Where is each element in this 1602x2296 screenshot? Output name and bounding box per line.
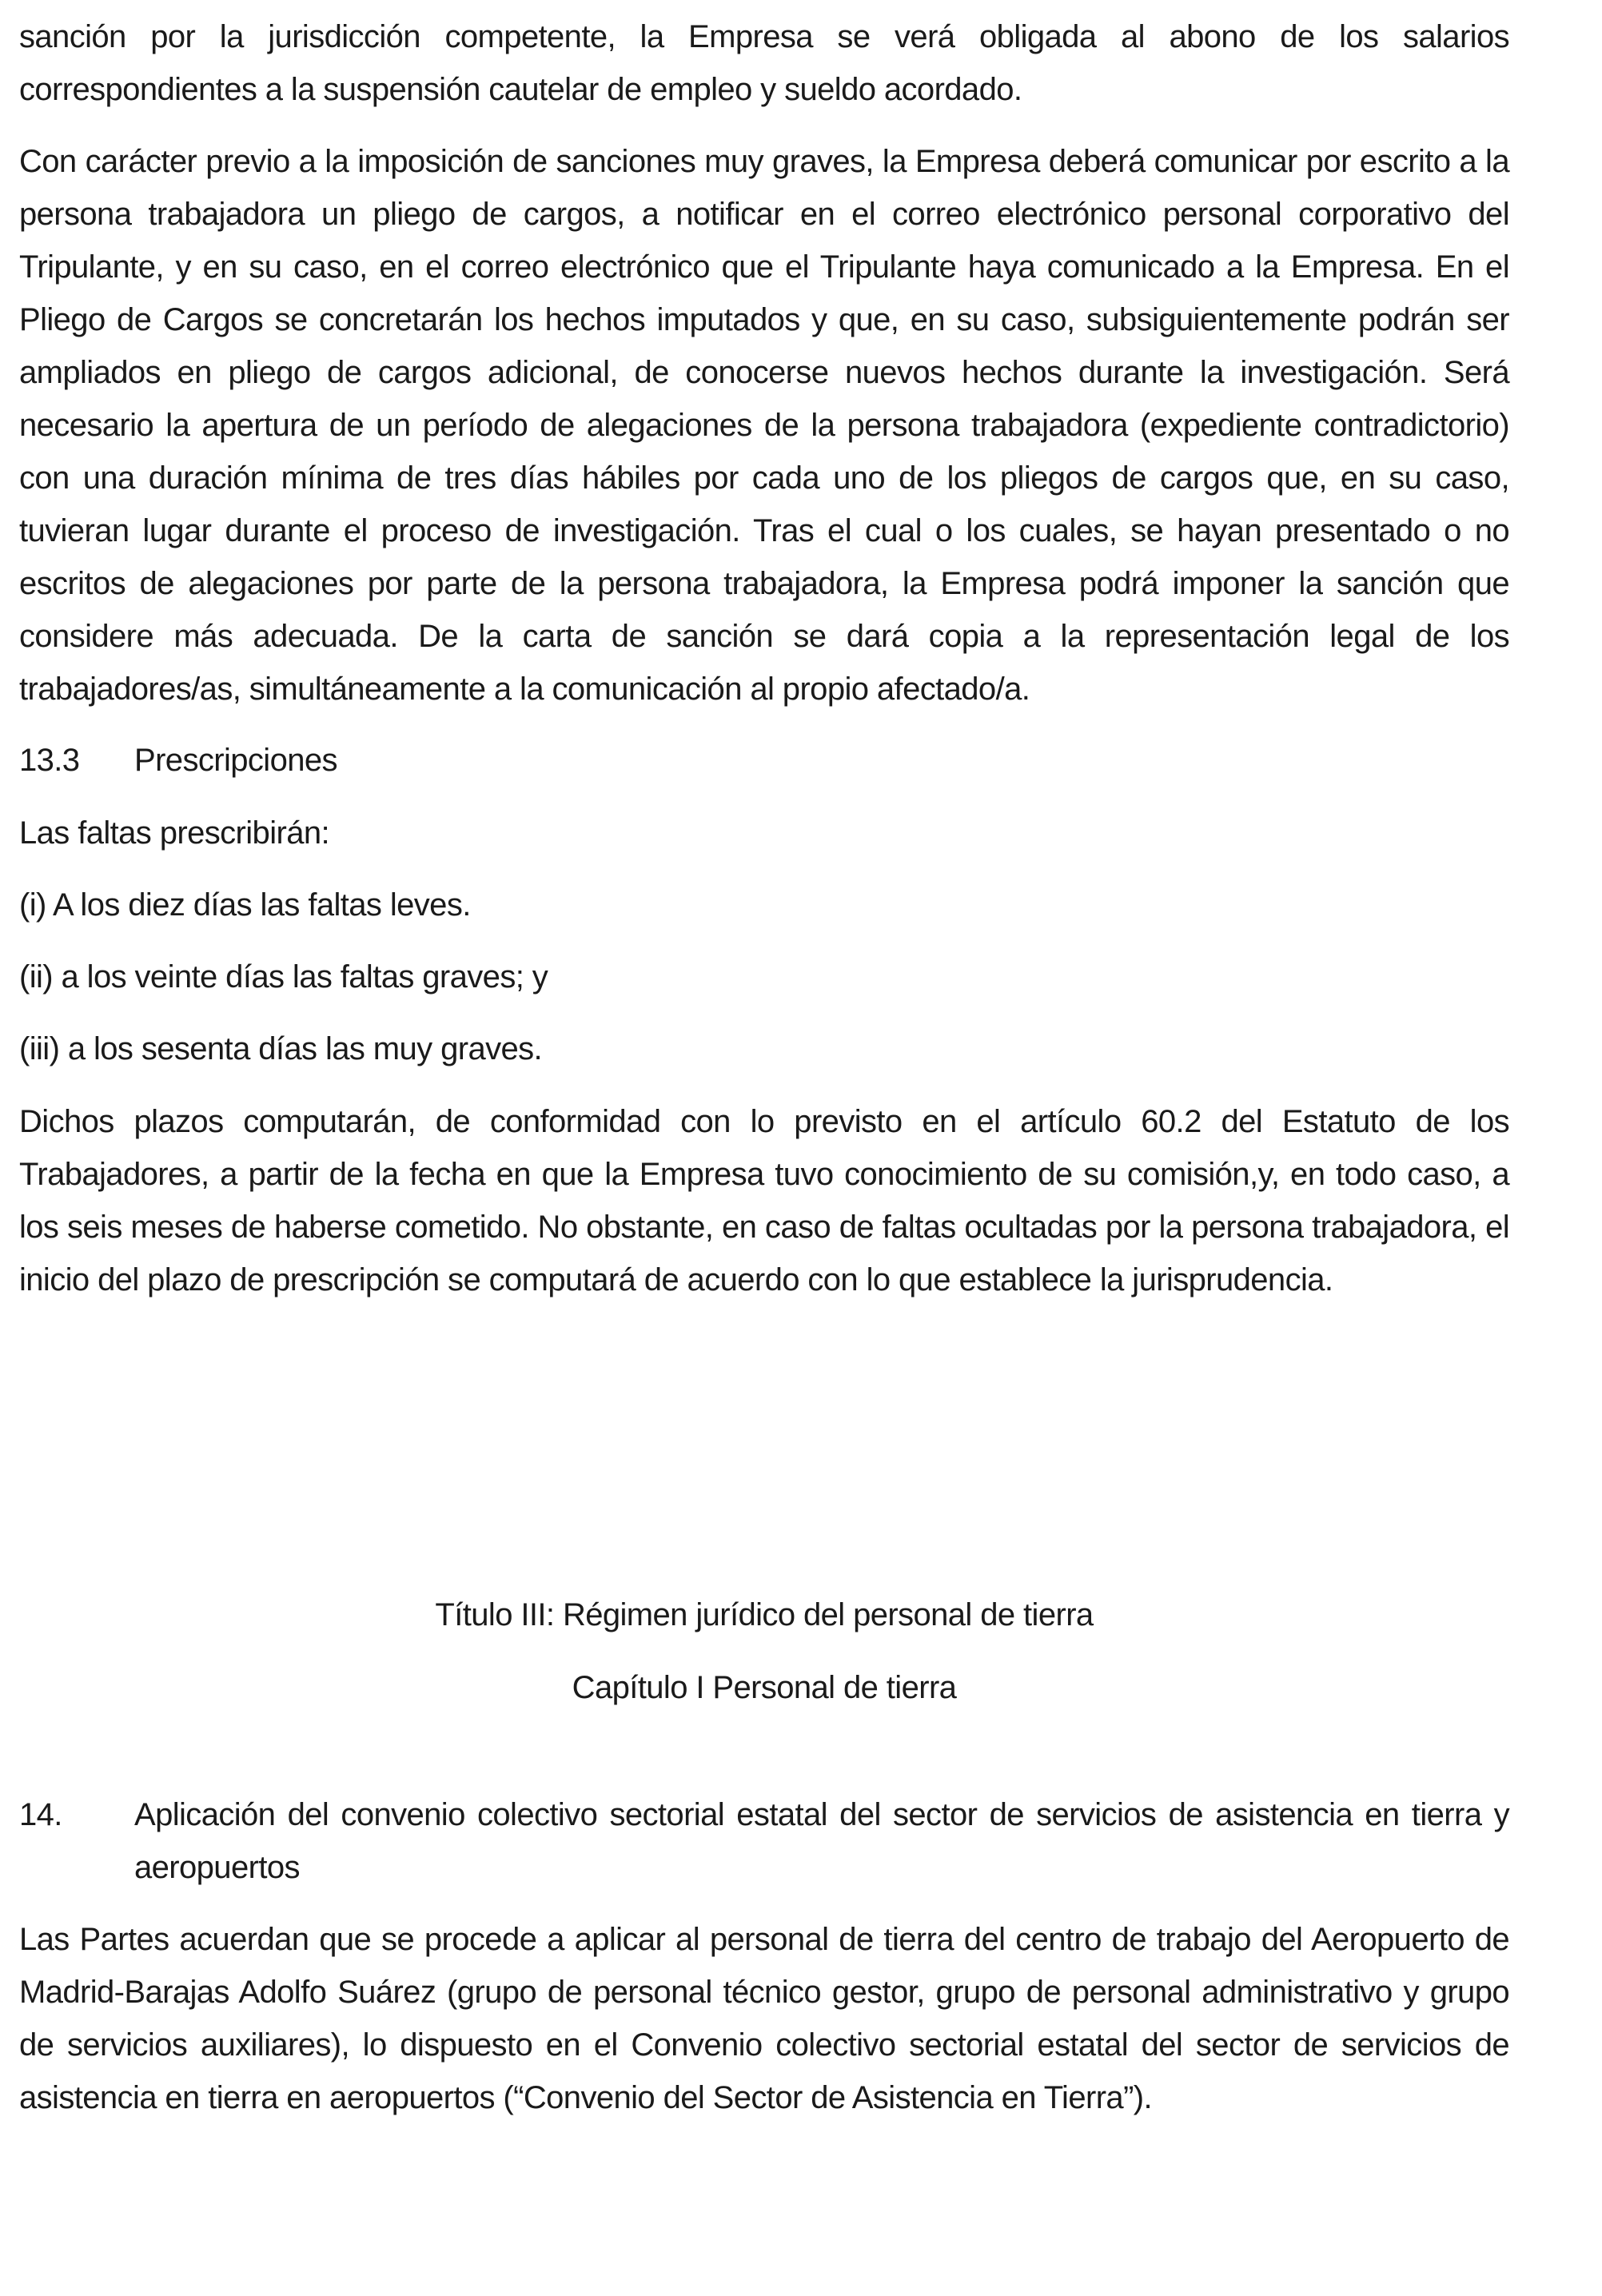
capitulo-i-heading: Capítulo I Personal de tierra — [572, 1670, 957, 1705]
list-item-faltas-muy-graves: (iii) a los sesenta días las muy graves. — [19, 1031, 543, 1066]
titulo-iii-heading: Título III: Régimen jurídico del personal de tierra — [435, 1597, 1094, 1632]
list-item-faltas-leves: (i) A los diez días las faltas leves. — [19, 887, 471, 923]
prescripciones-intro: Las faltas prescribirán: — [19, 815, 330, 851]
paragraph-suspension-salarios: sanción por la jurisdicción competente, la Empresa se verá obligada al abono de los salarios correspondientes a la suspensión cautelar de empleo y sueldo acordado. — [19, 19, 1509, 107]
section-14-number: 14. — [19, 1797, 62, 1832]
section-14-heading — [19, 1788, 1509, 1894]
paragraph-pliego-de-cargos: Con carácter previo a la imposición de sanciones muy graves, la Empresa deberá comunicar por escrito a la persona trabajadora un pliego de cargos, a notificar en el correo electrónico personal corporativo del Tripulante, y en su caso, en el correo electrónico que el Tripulante haya comunicado a la Empresa. En el Pliego de Cargos se concretarán los hechos imputados y que, en su caso, subsiguientemente podrán ser ampliados en pliego de cargos adicional, de conocerse nuevos hechos durante la investigación. Será necesario la apertura de un período de alegaciones de la persona trabajadora (expediente contradictorio) con una duración mínima de tres días hábiles por cada uno de los pliegos de cargos que, en su caso, tuvieran lugar durante el proceso de investigación. Tras el cual o los cuales, se hayan presentado o no escritos de alegaciones por parte de la persona trabajadora, la Empresa podrá imponer la sanción que considere más adecuada. De la carta de sanción se dará copia a la representación legal de los trabajadores/as, simultáneamente a la comunicación al propio afectado/a. — [19, 144, 1509, 707]
section-13-3-number: 13.3 — [19, 743, 80, 778]
paragraph-convenio-aplicacion: Las Partes acuerdan que se procede a aplicar al personal de tierra del centro de trabajo del Aeropuerto de Madrid-Barajas Adolfo Suárez (grupo de personal técnico gestor, grupo de personal administrativo y grupo de servicios auxiliares), lo dispuesto en el Convenio colectivo sectorial estatal del sector de servicios de asistencia en tierra en aeropuertos (“Convenio del Sector de Asistencia en Tierra”). — [19, 1922, 1509, 2115]
section-14-title: Aplicación del convenio colectivo sectorial estatal del sector de servicios de asistencia en tierra y aeropuertos — [134, 1797, 1509, 1885]
paragraph-plazos-prescripcion: Dichos plazos computarán, de conformidad con lo previsto en el artículo 60.2 del Estatuto de los Trabajadores, a partir de la fecha en que la Empresa tuvo conocimiento de su comisión,y, en todo caso, a los seis meses de haberse cometido. No obstante, en caso de faltas ocultadas por la persona trabajadora, el inicio del plazo de prescripción se computará de acuerdo con lo que establece la jurisprudencia. — [19, 1104, 1509, 1297]
list-item-faltas-graves: (ii) a los veinte días las faltas graves; y — [19, 959, 548, 995]
section-13-3-heading — [19, 734, 1509, 787]
section-13-3-title: Prescripciones — [134, 743, 337, 778]
